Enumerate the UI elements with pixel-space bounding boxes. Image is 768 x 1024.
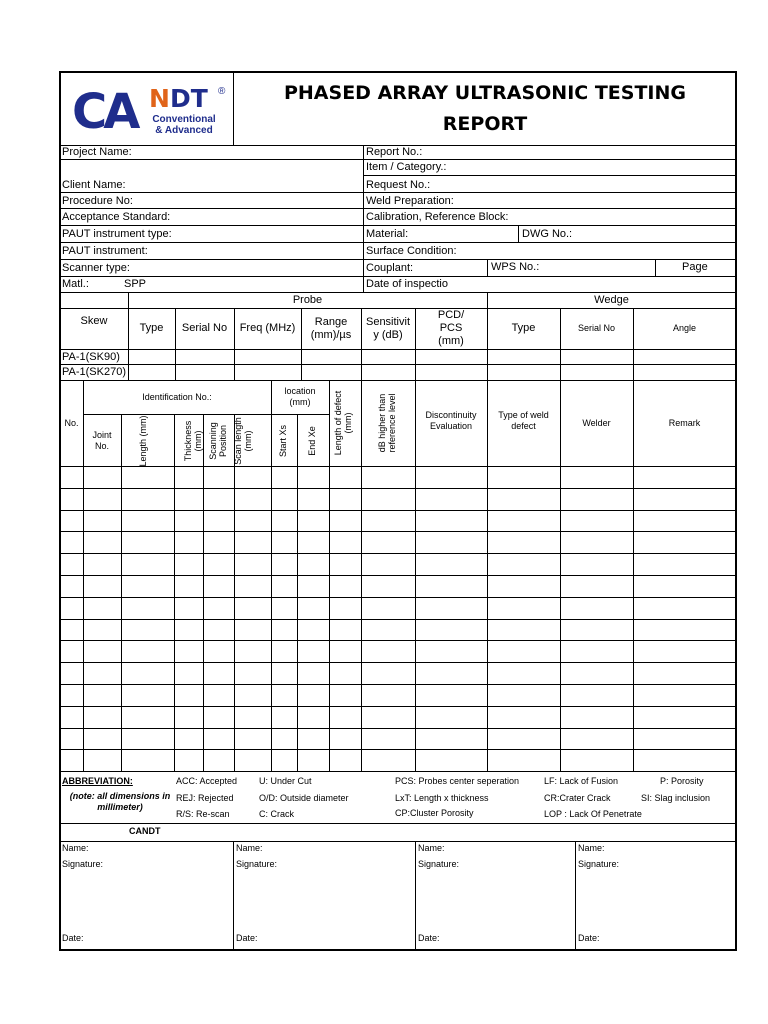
signature-field-3[interactable]: Signature: (418, 859, 460, 869)
abbr-acc: ACC: Accepted (176, 776, 238, 786)
identification-header: Identification No.: (142, 392, 212, 402)
probe-serial-header: Serial No (181, 322, 228, 334)
abbr-lop: LOP : Lack Of Penetrate (544, 809, 642, 819)
date-field-1[interactable]: Date: (62, 933, 84, 943)
signature-field-2[interactable]: Signature: (236, 859, 278, 869)
table-row-line (60, 728, 736, 729)
paut-instrument-type-label: PAUT instrument type: (62, 228, 172, 240)
probe-row-sk90: PA-1(SK90) (62, 351, 120, 363)
scanner-type-label: Scanner type: (62, 262, 130, 274)
wps-no-label: WPS No.: (491, 261, 540, 273)
db-higher-header: dB higher than reference level (377, 393, 397, 453)
report-title-line2: REPORT (442, 113, 528, 135)
joint-no-header: Joint No. (92, 430, 112, 451)
wedge-header: Wedge (594, 294, 629, 306)
length-of-defect-header: Length of defect (mm) (333, 390, 353, 456)
freq-header: Freq (MHz) (239, 322, 296, 334)
logo-ca: CA (72, 84, 137, 140)
signature-field-1[interactable]: Signature: (62, 859, 104, 869)
location-header: location (mm) (284, 386, 316, 407)
name-field-2[interactable]: Name: (236, 843, 263, 853)
signature-field-4[interactable]: Signature: (578, 859, 620, 869)
abbr-c: C: Crack (259, 809, 295, 819)
calibration-label: Calibration, Reference Block: (366, 211, 509, 223)
probe-row-sk270: PA-1(SK270) (62, 366, 126, 378)
page-label: Page (682, 261, 708, 273)
logo-subtitle: Conventional & Advanced (152, 114, 216, 136)
table-row-line (60, 619, 736, 620)
project-name-label: Project Name: (62, 146, 132, 158)
abbr-od: O/D: Outside diameter (259, 793, 349, 803)
abbr-p: P: Porosity (660, 776, 704, 786)
welder-header: Welder (582, 418, 611, 428)
abbr-uc: U: Under Cut (259, 776, 312, 786)
table-row-line (60, 553, 736, 554)
abbr-rs: R/S: Re-scan (176, 809, 230, 819)
abbreviation-note: (note: all dimensions in millimeter) (69, 791, 171, 812)
abbr-lf: LF: Lack of Fusion (544, 776, 619, 786)
remark-header: Remark (668, 418, 701, 428)
table-row-line (60, 510, 736, 511)
abbr-lxt: LxT: Length x thickness (395, 793, 489, 803)
start-xs-header: Start Xs (278, 425, 288, 458)
probe-header: Probe (292, 294, 323, 306)
angle-header: Angle (672, 323, 697, 333)
request-no-label: Request No.: (366, 179, 431, 191)
acceptance-standard-label: Acceptance Standard: (62, 211, 171, 223)
name-field-1[interactable]: Name: (62, 843, 89, 853)
weld-defect-header: Type of weld defect (498, 410, 549, 431)
pcd-header: PCD/ PCS (mm) (437, 309, 465, 347)
sensitivity-header: Sensitivit y (dB) (365, 316, 411, 341)
name-field-3[interactable]: Name: (418, 843, 445, 853)
abbr-cr: CR:Crater Crack (544, 793, 611, 803)
material-label: Material: (366, 228, 409, 240)
couplant-label: Couplant: (366, 262, 414, 274)
paut-instrument-label: PAUT instrument: (62, 245, 148, 257)
abbr-cp: CP:Cluster Porosity (395, 808, 474, 818)
company-name: CANDT (129, 826, 161, 836)
table-row-line (60, 575, 736, 576)
abbr-rej: REJ: Rejected (176, 793, 234, 803)
scanning-position-header: Scanning Position (208, 422, 228, 460)
client-name-label: Client Name: (62, 179, 126, 191)
date-field-3[interactable]: Date: (418, 933, 440, 943)
date-field-2[interactable]: Date: (236, 933, 258, 943)
table-row-line (60, 597, 736, 598)
dwg-no-label: DWG No.: (522, 228, 573, 240)
table-row-line (60, 749, 736, 750)
matl-value: SPP (124, 278, 147, 290)
wedge-type-header: Type (511, 322, 536, 334)
logo-ndt: NDT (149, 84, 208, 113)
report-no-label: Report No.: (366, 146, 423, 158)
length-header: Length (mm) (138, 415, 148, 467)
table-row-line (60, 684, 736, 685)
end-xe-header: End Xe (307, 426, 317, 456)
name-field-4[interactable]: Name: (578, 843, 605, 853)
wedge-serial-header: Serial No (577, 323, 615, 333)
abbreviation-label: ABBREVIATION: (62, 776, 133, 786)
report-title: PHASED ARRAY ULTRASONIC TESTING (283, 82, 686, 104)
scan-length-header: Scan length (mm) (233, 417, 253, 465)
logo-registered: ® (218, 86, 226, 97)
abbr-pcs: PCS: Probes center seperation (395, 776, 520, 786)
table-row-line (60, 706, 736, 707)
range-header: Range (mm)/µs (310, 316, 352, 341)
date-field-4[interactable]: Date: (578, 933, 600, 943)
abbr-si: SI: Slag inclusion (641, 793, 711, 803)
table-row-line (60, 531, 736, 532)
table-row-line (60, 488, 736, 489)
date-of-inspection-label: Date of inspectio (366, 278, 448, 290)
discontinuity-header: Discontinuity Evaluation (425, 410, 477, 431)
table-row-line (60, 662, 736, 663)
probe-type-header: Type (139, 322, 164, 334)
item-category-label: Item / Category.: (366, 161, 447, 173)
surface-condition-label: Surface Condition: (366, 245, 457, 257)
procedure-no-label: Procedure No: (62, 195, 133, 207)
no-header: No. (64, 418, 79, 428)
matl-label: Matl.: (62, 278, 89, 290)
weld-preparation-label: Weld Preparation: (366, 195, 454, 207)
thickness-header: Thickness (mm) (183, 420, 203, 462)
skew-header: Skew (80, 315, 108, 327)
table-row-line (60, 640, 736, 641)
